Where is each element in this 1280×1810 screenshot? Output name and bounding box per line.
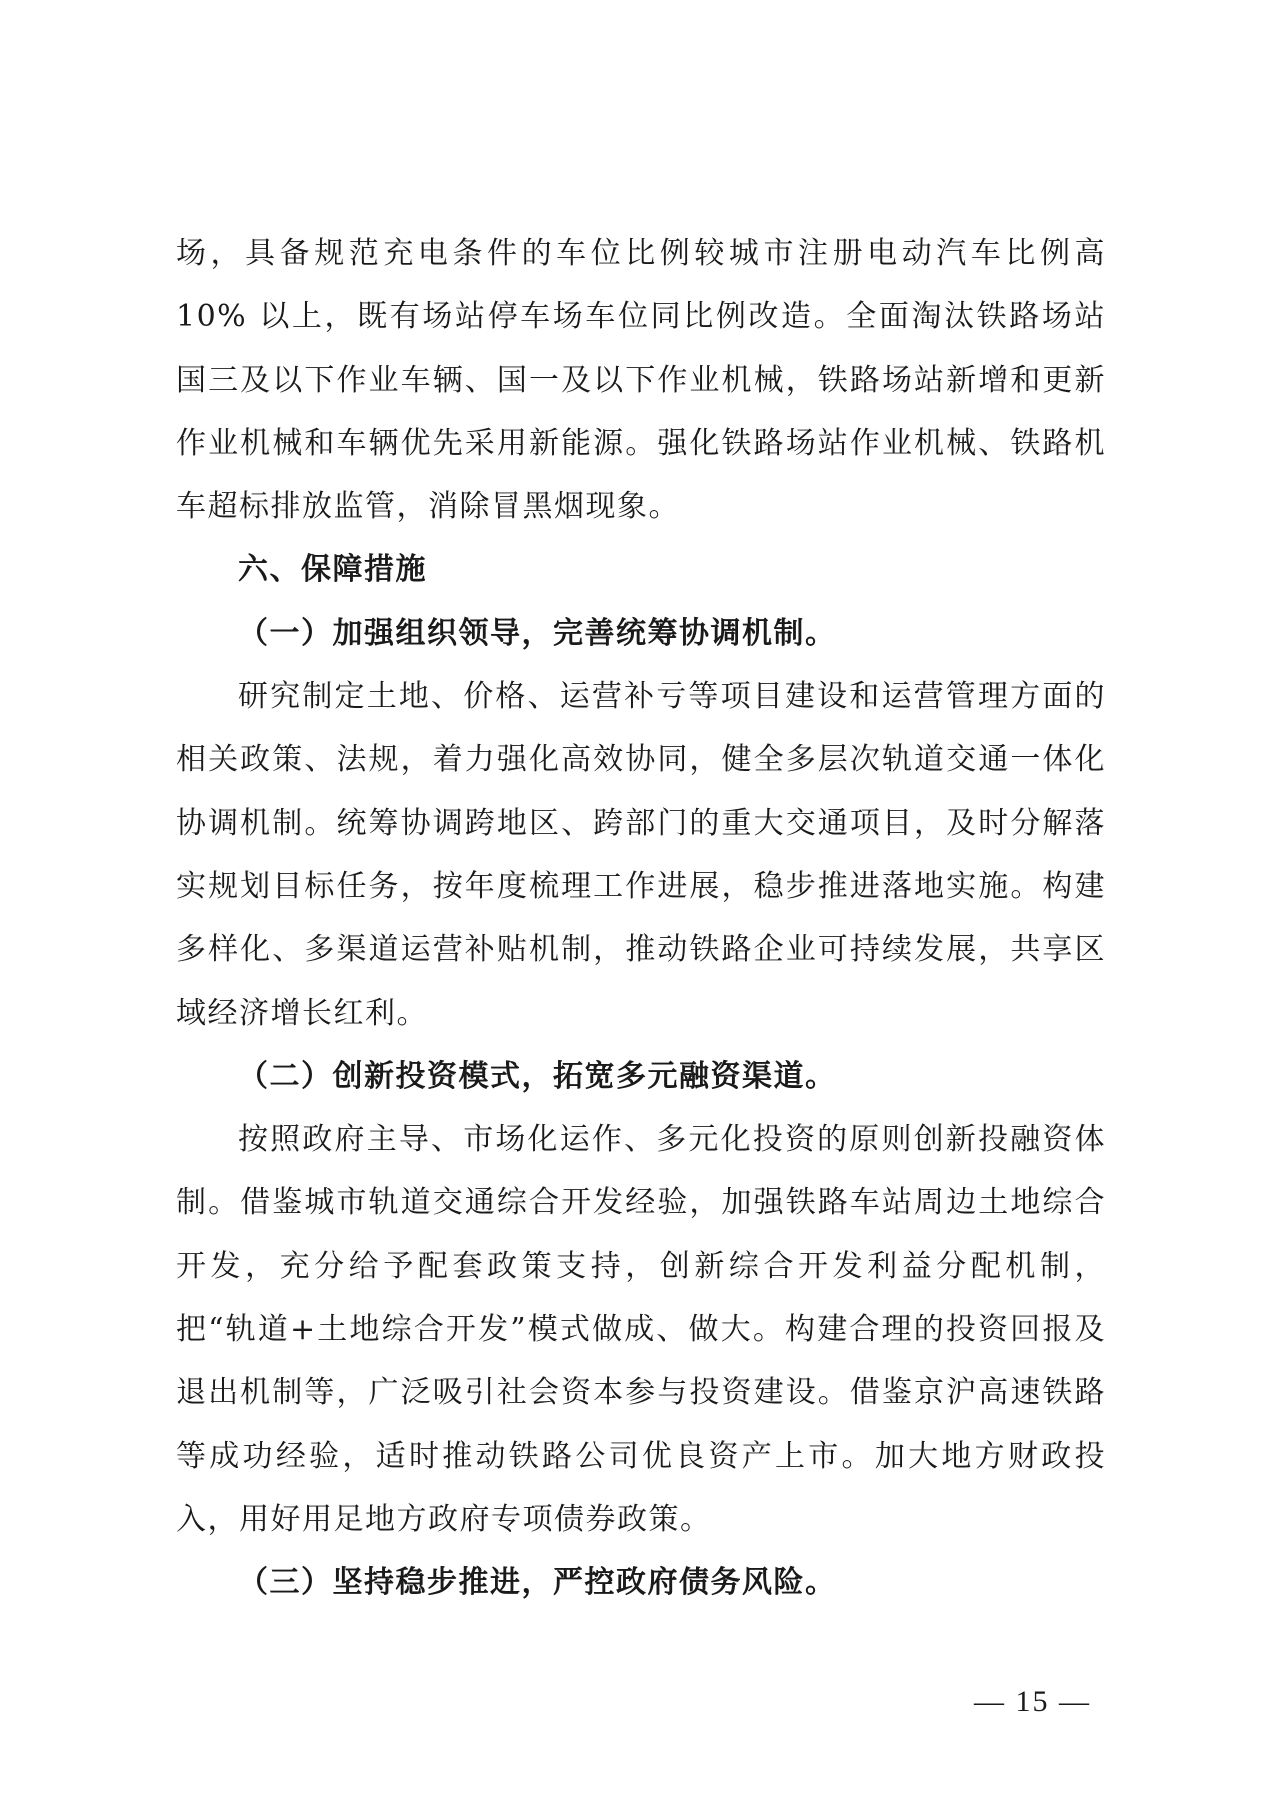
- paragraph-organization: 研究制定土地、价格、运营补亏等项目建设和运营管理方面的相关政策、法规，着力强化高效协同，健全多层次轨道交通一体化协调机制。统筹协调跨地区、跨部门的重大交通项目，及时分解落实规划目标任务，按年度梳理工作进展，稳步推进落地实施。构建多样化、多渠道运营补贴机制，推动铁路企业可持续发展，共享区域经济增长红利。: [176, 679, 1106, 1031]
- paragraph-continuation: 场，具备规范充电条件的车位比例较城市注册电动汽车比例高 10% 以上，既有场站停车场车位同比例改造。全面淘汰铁路场站国三及以下作业车辆、国一及以下作业机械，铁路场站新增和更新作业机械和车辆优先采用新能源。强化铁路场站作业机械、铁路机车超标排放监管，消除冒黑烟现象。: [176, 236, 1106, 525]
- subsection-heading-1: （一）加强组织领导，完善统筹协调机制。: [238, 615, 837, 651]
- paragraph-investment: 按照政府主导、市场化运作、多元化投资的原则创新投融资体制。借鉴城市轨道交通综合开发经验，加强铁路车站周边土地综合开发，充分给予配套政策支持，创新综合开发利益分配机制，把“轨道+土地综合开发”模式做成、做大。构建合理的投资回报及退出机制等，广泛吸引社会资本参与投资建设。借鉴京沪高速铁路等成功经验，适时推动铁路公司优良资产上市。加大地方财政投入，用好用足地方政府专项债券政策。: [176, 1122, 1106, 1537]
- document-body: [176, 222, 1106, 1615]
- subsection-heading-3: （三）坚持稳步推进，严控政府债务风险。: [238, 1565, 837, 1601]
- page-number: — 15 —: [974, 1685, 1091, 1718]
- section-heading-safeguards: 六、保障措施: [238, 552, 427, 588]
- subsection-heading-2: （二）创新投资模式，拓宽多元融资渠道。: [238, 1058, 837, 1094]
